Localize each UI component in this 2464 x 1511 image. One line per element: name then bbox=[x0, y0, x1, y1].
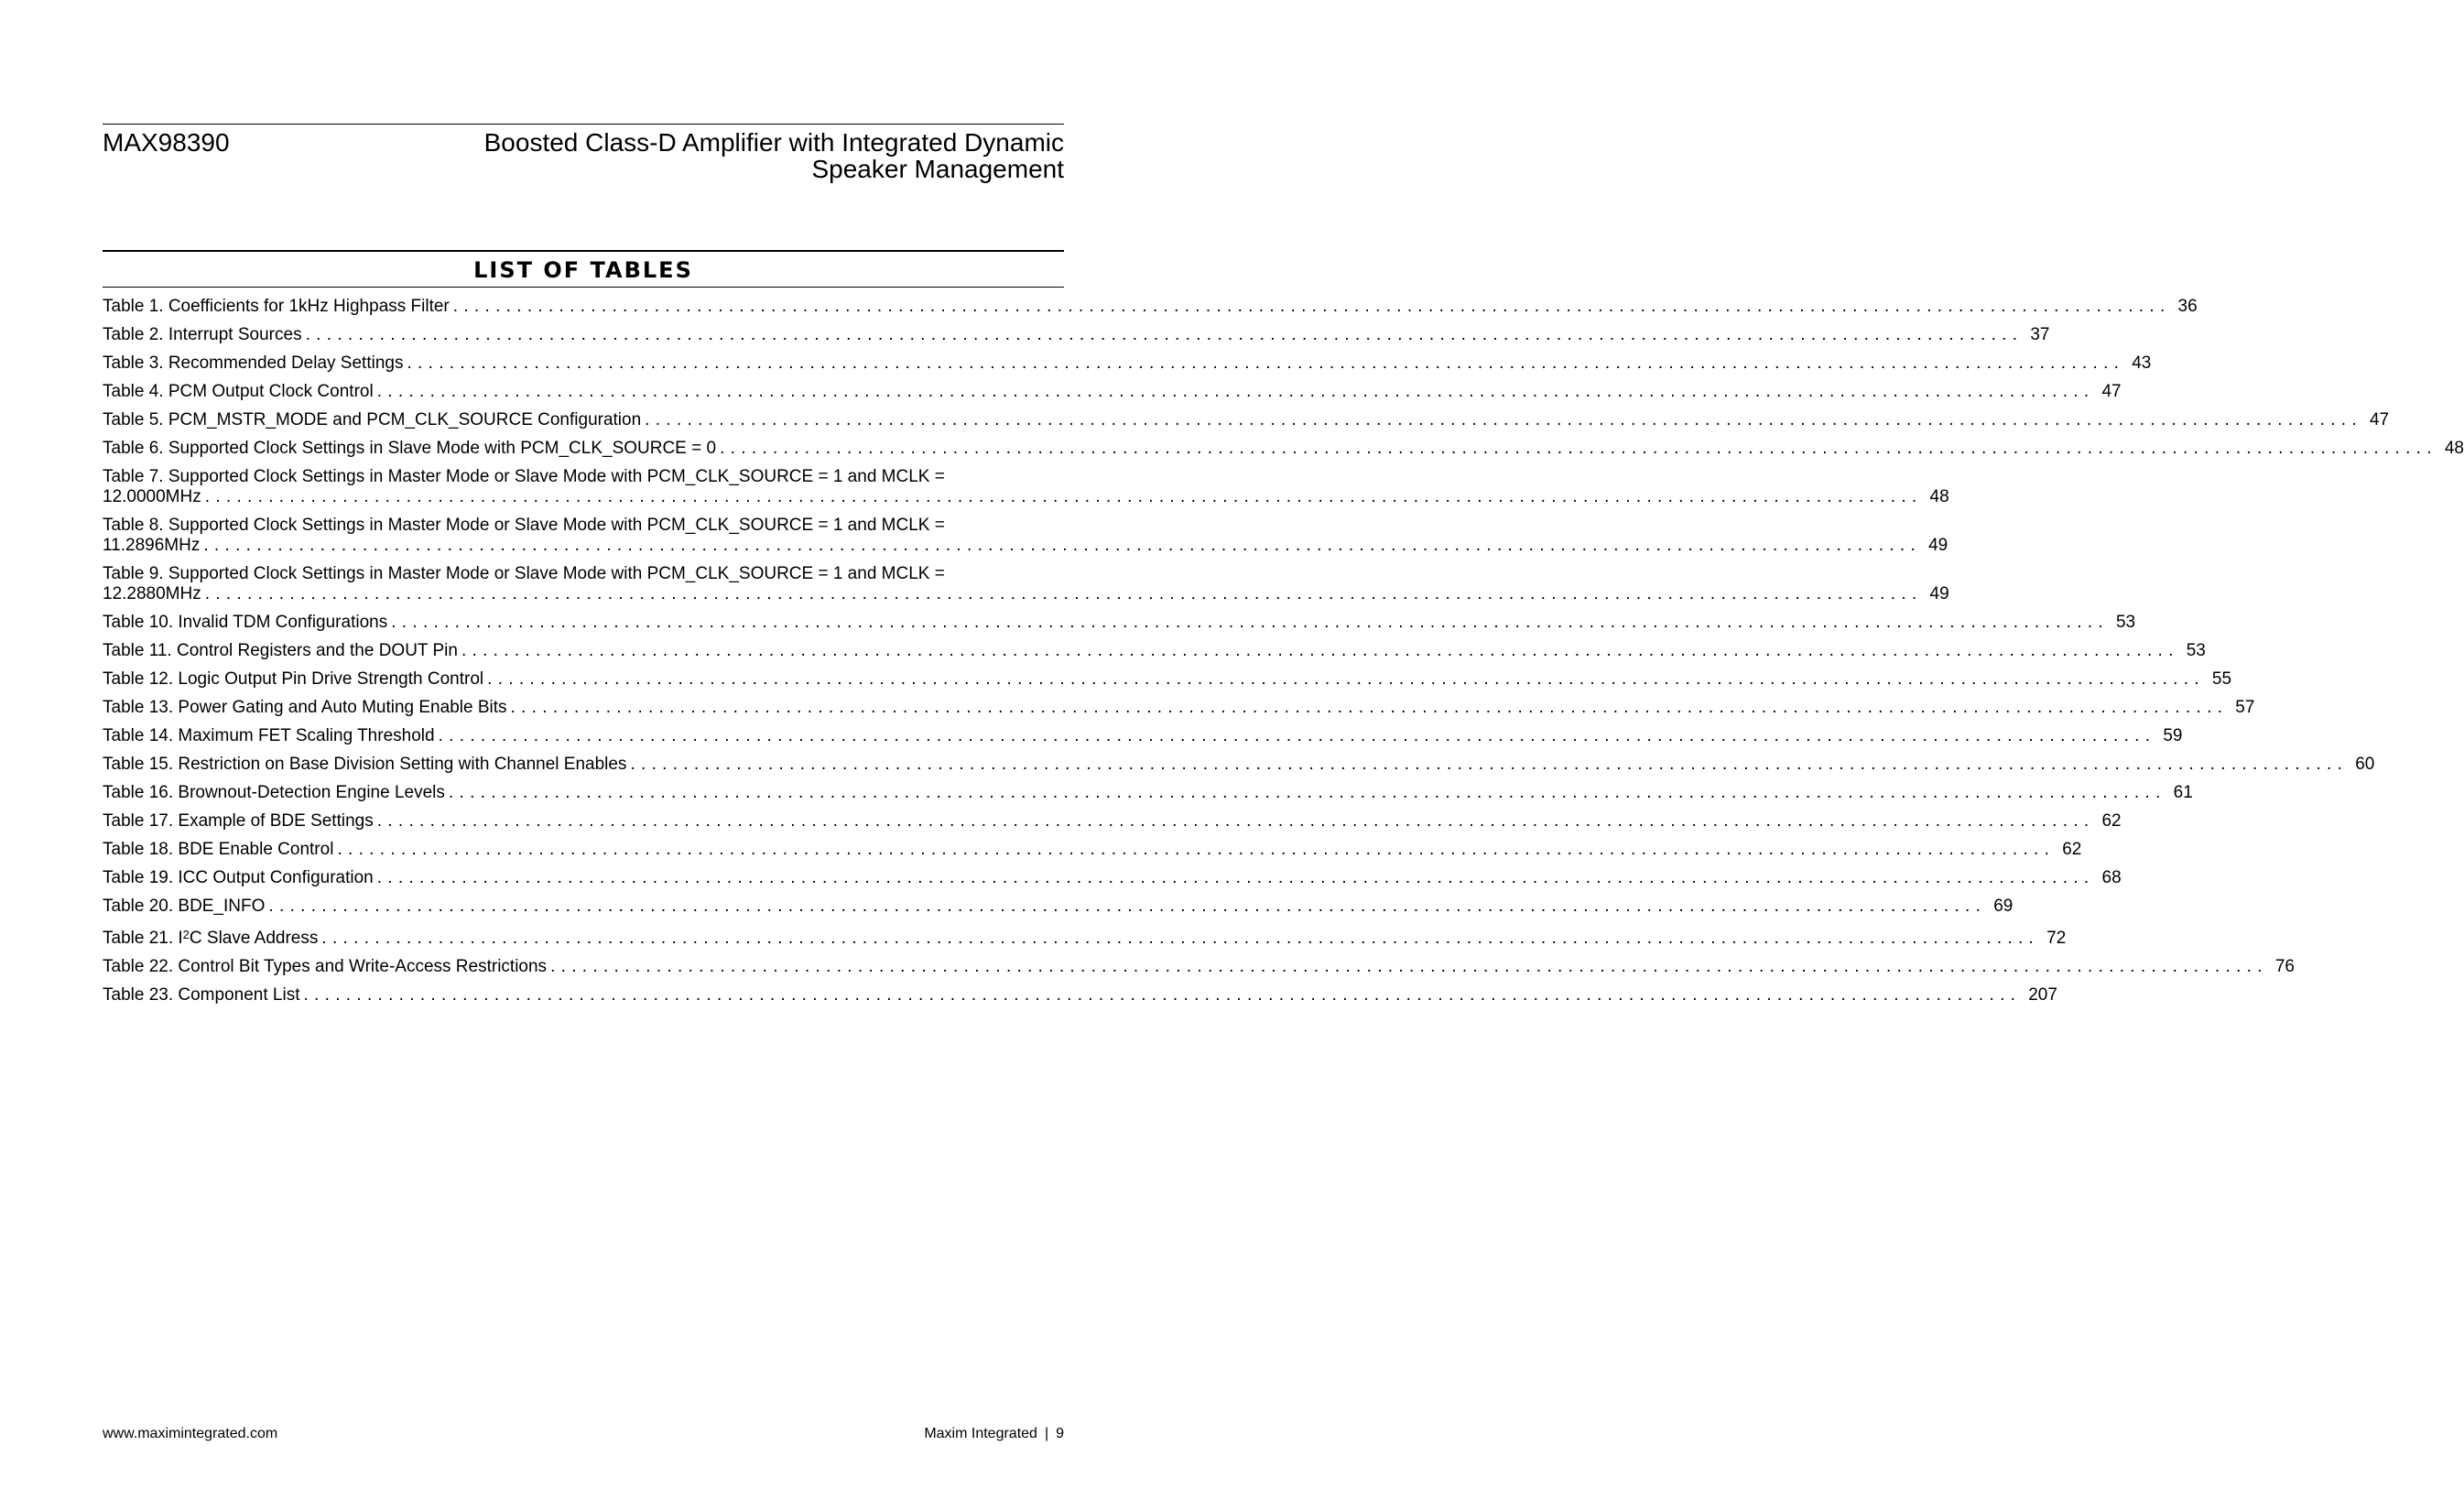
toc-entry-page[interactable]: 47 bbox=[2369, 410, 2390, 429]
toc-entry-title[interactable]: Table 3. Recommended Delay Settings bbox=[103, 353, 404, 373]
footer-separator: | bbox=[1044, 1426, 1049, 1441]
toc-entry-page[interactable]: 57 bbox=[2235, 698, 2255, 717]
toc-entry-table-1[interactable] bbox=[103, 297, 2198, 317]
dot-leader: .................................................................................................................................................................. bbox=[337, 840, 2056, 859]
toc-entry-title-line1[interactable]: Table 9. Supported Clock Settings in Master Mode or Slave Mode with PCM_CLK_SOURCE = 1 and MCLK = bbox=[103, 564, 945, 583]
footer-website-link[interactable]: www.maximintegrated.com bbox=[103, 1426, 278, 1441]
toc-entry-table-20[interactable] bbox=[103, 897, 2014, 917]
toc-entry-page[interactable]: 48 bbox=[1929, 487, 1949, 506]
toc-entry-title[interactable]: Table 6. Supported Clock Settings in Slave Mode with PCM_CLK_SOURCE = 0 bbox=[103, 439, 717, 458]
toc-entry-table-15[interactable] bbox=[103, 755, 2375, 775]
toc-entry-table-5[interactable] bbox=[103, 410, 2390, 430]
toc-entry-page[interactable]: 76 bbox=[2274, 957, 2295, 976]
toc-entry-page[interactable]: 53 bbox=[2115, 613, 2136, 632]
dot-leader: .................................................................................................................................................................. bbox=[376, 811, 2095, 831]
toc-entry-title-line1[interactable]: Table 8. Supported Clock Settings in Master Mode or Slave Mode with PCM_CLK_SOURCE = 1 and MCLK = bbox=[103, 516, 945, 535]
toc-entry-title[interactable]: Table 13. Power Gating and Auto Muting Enable Bits bbox=[103, 698, 507, 717]
dot-leader: .................................................................................................................................................................. bbox=[438, 726, 2156, 745]
dot-leader: .................................................................................................................................................................. bbox=[268, 897, 1987, 916]
toc-entry-table-22[interactable] bbox=[103, 957, 2295, 977]
toc-entry-page[interactable]: 59 bbox=[2163, 726, 2183, 745]
toc-entry-table-18[interactable] bbox=[103, 840, 2082, 860]
dot-leader: .................................................................................................................................................................. bbox=[645, 410, 2362, 429]
toc-entry-title[interactable]: Table 2. Interrupt Sources bbox=[103, 325, 302, 344]
section-rule-top bbox=[103, 250, 1064, 252]
dot-leader: .................................................................................................................................................................. bbox=[510, 698, 2229, 717]
dot-leader: .................................................................................................................................................................. bbox=[376, 868, 2095, 887]
dot-leader: .................................................................................................................................................................. bbox=[376, 382, 2095, 401]
footer-company: Maxim Integrated bbox=[924, 1426, 1037, 1441]
toc-entry-title[interactable]: Table 23. Component List bbox=[103, 985, 300, 1005]
toc-entry-title-prefix: Table 21. I bbox=[103, 929, 183, 948]
toc-entry-table-16[interactable] bbox=[103, 783, 2193, 803]
dot-leader: .................................................................................................................................................................. bbox=[204, 584, 1923, 603]
toc-entry-page[interactable]: 62 bbox=[2062, 840, 2082, 859]
toc-entry-page[interactable]: 55 bbox=[2211, 669, 2232, 689]
dot-leader: .................................................................................................................................................................. bbox=[448, 783, 2166, 802]
toc-entry-title[interactable]: Table 14. Maximum FET Scaling Threshold bbox=[103, 726, 435, 745]
toc-entry-table-6[interactable] bbox=[103, 439, 2464, 459]
toc-entry-title[interactable]: Table 4. PCM Output Clock Control bbox=[103, 382, 374, 401]
toc-entry-page[interactable]: 53 bbox=[2186, 641, 2206, 660]
dot-leader: .................................................................................................................................................................. bbox=[720, 439, 2437, 458]
toc-entry-page[interactable]: 62 bbox=[2101, 811, 2122, 831]
toc-entry-table-14[interactable] bbox=[103, 726, 2183, 746]
toc-entry-title[interactable]: Table 11. Control Registers and the DOUT Pin bbox=[103, 641, 458, 660]
toc-entry-title[interactable]: Table 10. Invalid TDM Configurations bbox=[103, 613, 388, 632]
toc-entry-page[interactable]: 60 bbox=[2355, 755, 2375, 774]
dot-leader: .................................................................................................................................................................. bbox=[487, 669, 2205, 689]
header-rule bbox=[103, 124, 1064, 125]
toc-entry-page[interactable]: 43 bbox=[2132, 353, 2152, 373]
footer-page-number: 9 bbox=[1056, 1426, 1064, 1441]
footer-page-info bbox=[924, 1425, 1064, 1443]
toc-entry-title[interactable]: Table 16. Brownout-Detection Engine Levels bbox=[103, 783, 445, 802]
toc-entry-title[interactable] bbox=[103, 925, 318, 949]
toc-entry-table-12[interactable] bbox=[103, 669, 2232, 690]
dot-leader: .................................................................................................................................................................. bbox=[321, 929, 2040, 948]
toc-entry-title[interactable]: Table 22. Control Bit Types and Write-Access Restrictions bbox=[103, 957, 548, 976]
dot-leader: .................................................................................................................................................................. bbox=[203, 536, 1922, 555]
toc-entry-table-19[interactable] bbox=[103, 868, 2122, 888]
toc-entry-table-2[interactable] bbox=[103, 325, 2050, 345]
document-title-line1: Boosted Class-D Amplifier with Integrated Dynamic bbox=[483, 128, 1064, 157]
dot-leader: .................................................................................................................................................................. bbox=[452, 297, 2171, 316]
toc-entry-page[interactable]: 72 bbox=[2046, 929, 2067, 948]
toc-entry-table-8[interactable] bbox=[103, 516, 1948, 556]
dot-leader: .................................................................................................................................................................. bbox=[391, 613, 2109, 632]
toc-entry-page[interactable]: 49 bbox=[1929, 584, 1949, 603]
toc-entry-title[interactable]: Table 20. BDE_INFO bbox=[103, 897, 266, 916]
toc-entry-table-10[interactable] bbox=[103, 613, 2136, 633]
dot-leader: .................................................................................................................................................................. bbox=[630, 755, 2349, 774]
toc-entry-title[interactable]: Table 1. Coefficients for 1kHz Highpass Filter bbox=[103, 297, 450, 316]
toc-entry-table-21[interactable] bbox=[103, 925, 2067, 949]
toc-entry-title[interactable]: Table 18. BDE Enable Control bbox=[103, 840, 334, 859]
dot-leader: .................................................................................................................................................................. bbox=[305, 325, 2024, 344]
dot-leader: .................................................................................................................................................................. bbox=[550, 957, 2268, 976]
toc-entry-title[interactable]: Table 12. Logic Output Pin Drive Strength Control bbox=[103, 669, 484, 689]
toc-entry-page[interactable]: 68 bbox=[2101, 868, 2122, 887]
toc-entry-table-23[interactable] bbox=[103, 985, 2057, 1006]
toc-entry-page[interactable]: 48 bbox=[2444, 439, 2464, 458]
toc-entry-title[interactable]: 12.2880MHz bbox=[103, 584, 201, 603]
dot-leader: .................................................................................................................................................................. bbox=[407, 353, 2125, 373]
toc-entry-title[interactable]: Table 19. ICC Output Configuration bbox=[103, 868, 374, 887]
toc-entry-title[interactable]: Table 15. Restriction on Base Division Setting with Channel Enables bbox=[103, 755, 627, 774]
document-title-line2: Speaker Management bbox=[811, 155, 1064, 183]
toc-entry-table-3[interactable] bbox=[103, 353, 2152, 374]
dot-leader: .................................................................................................................................................................. bbox=[303, 985, 2022, 1005]
toc-entry-page[interactable]: 36 bbox=[2177, 297, 2198, 316]
toc-entry-table-17[interactable] bbox=[103, 811, 2122, 832]
section-rule-bottom bbox=[103, 287, 1064, 288]
toc-entry-title-suffix: C Slave Address bbox=[189, 929, 319, 948]
toc-entry-page[interactable]: 61 bbox=[2173, 783, 2193, 802]
dot-leader: .................................................................................................................................................................. bbox=[204, 487, 1923, 506]
toc-entry-page[interactable]: 49 bbox=[1928, 536, 1948, 555]
part-number: MAX98390 bbox=[103, 128, 230, 157]
superscript-two: 2 bbox=[182, 928, 190, 941]
toc-entry-table-9[interactable] bbox=[103, 564, 1949, 604]
toc-entry-title[interactable]: 12.0000MHz bbox=[103, 487, 201, 506]
dot-leader: .................................................................................................................................................................. bbox=[461, 641, 2179, 660]
toc-entry-page[interactable]: 37 bbox=[2030, 325, 2050, 344]
toc-entry-table-11[interactable] bbox=[103, 641, 2206, 661]
toc-entry-page[interactable]: 207 bbox=[2028, 985, 2057, 1005]
toc-entry-title[interactable]: Table 17. Example of BDE Settings bbox=[103, 811, 374, 831]
list-of-tables bbox=[103, 297, 2464, 1014]
toc-entry-title[interactable]: Table 5. PCM_MSTR_MODE and PCM_CLK_SOURCE Configuration bbox=[103, 410, 642, 429]
toc-entry-table-13[interactable] bbox=[103, 698, 2255, 718]
toc-entry-page[interactable]: 47 bbox=[2101, 382, 2122, 401]
toc-entry-title-line1[interactable]: Table 7. Supported Clock Settings in Master Mode or Slave Mode with PCM_CLK_SOURCE = 1 and MCLK = bbox=[103, 467, 945, 486]
toc-entry-table-4[interactable] bbox=[103, 382, 2122, 402]
document-title bbox=[423, 129, 1064, 182]
section-title: LIST OF TABLES bbox=[473, 257, 693, 283]
toc-entry-page[interactable]: 69 bbox=[1993, 897, 2014, 916]
toc-entry-table-7[interactable] bbox=[103, 467, 1949, 507]
toc-entry-title[interactable]: 11.2896MHz bbox=[103, 536, 201, 555]
